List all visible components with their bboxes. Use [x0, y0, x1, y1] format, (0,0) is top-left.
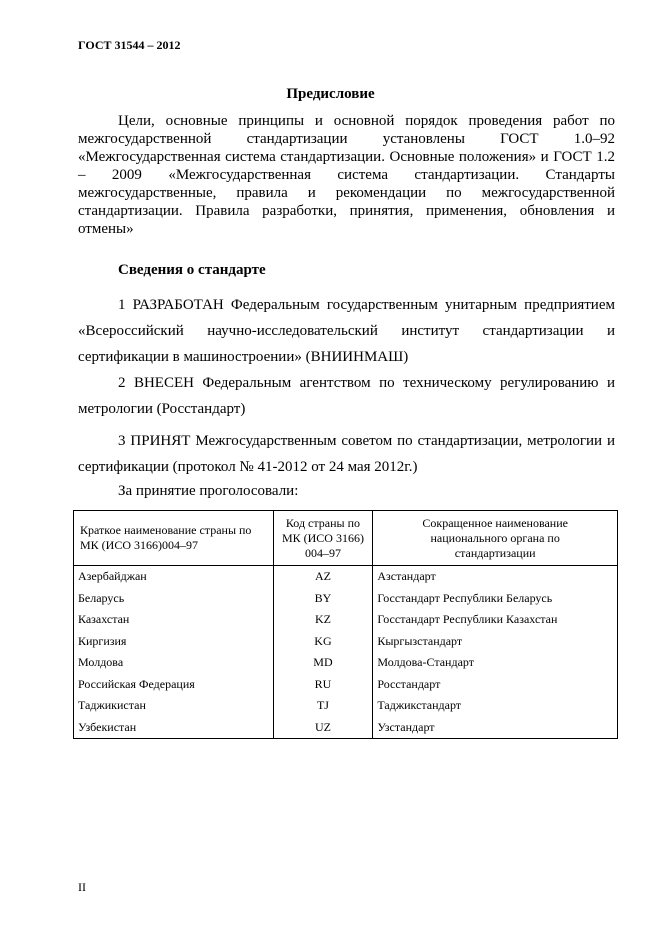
- country-code: UZ: [273, 717, 373, 739]
- country-name: Казахстан: [74, 609, 274, 631]
- table-row: [74, 588, 618, 610]
- national-body: Узстандарт: [373, 717, 618, 739]
- page-number: II: [78, 880, 86, 894]
- national-body: Молдова-Стандарт: [373, 652, 618, 674]
- info-item-introduced: 2 ВНЕСЕН Федеральным агентством по техническому регулированию и метрологии (Росстандарт): [78, 375, 615, 417]
- table-header-row: [74, 511, 618, 566]
- country-code: BY: [273, 588, 373, 610]
- header-national-body: Сокращенное наименование национального органа по стандартизации: [373, 511, 618, 566]
- table-row: [74, 652, 618, 674]
- document-code: ГОСТ 31544 – 2012: [78, 38, 181, 52]
- table-row: [74, 631, 618, 653]
- national-body: Таджикстандарт: [373, 695, 618, 717]
- country-code: AZ: [273, 566, 373, 588]
- info-item-adopted: 3 ПРИНЯТ Межгосударственным советом по стандартизации, метрологии и сертификации (протокол № 41-2012 от 24 мая 2012г.): [78, 433, 615, 475]
- header-country-name: Краткое наименование страны по МК (ИСО 3166)004–97: [74, 511, 274, 566]
- header-country-code: Код страны по МК (ИСО 3166) 004–97: [273, 511, 373, 566]
- table-row: [74, 674, 618, 696]
- country-code: MD: [273, 652, 373, 674]
- table-row: [74, 609, 618, 631]
- country-name: Киргизия: [74, 631, 274, 653]
- country-code: KZ: [273, 609, 373, 631]
- country-name: Таджикистан: [74, 695, 274, 717]
- country-name: Беларусь: [74, 588, 274, 610]
- table-row: [74, 717, 618, 739]
- table-row: [74, 566, 618, 588]
- standard-info-heading: Сведения о стандарте: [118, 262, 266, 278]
- table-row: [74, 695, 618, 717]
- info-item-developed: 1 РАЗРАБОТАН Федеральным государственным унитарным предприятием «Всероссийский научно-исследовательский институт стандартизации и сертификации в машиностроении» (ВНИИНМАШ): [78, 297, 615, 365]
- voted-label: За принятие проголосовали:: [118, 483, 299, 499]
- country-code: RU: [273, 674, 373, 696]
- country-code: TJ: [273, 695, 373, 717]
- national-body: Госстандарт Республики Беларусь: [373, 588, 618, 610]
- country-name: Азербайджан: [74, 566, 274, 588]
- national-body: Азстандарт: [373, 566, 618, 588]
- country-name: Молдова: [74, 652, 274, 674]
- preface-text: Цели, основные принципы и основной порядок проведения работ по межгосударственной стандартизации установлены ГОСТ 1.0–92 «Межгосударственная система стандартизации. Основные положения» и ГОСТ 1.2 – 2009 «Межгосударственная система стандартизации. Стандарты межгосударственные, правила и рекомендации по межгосударственной стандартизации. Правила разработки, принятия, применения, обновления и отмены»: [78, 113, 615, 237]
- country-code: KG: [273, 631, 373, 653]
- national-body: Кыргызстандарт: [373, 631, 618, 653]
- national-body: Госстандарт Республики Казахстан: [373, 609, 618, 631]
- preface-title: Предисловие: [286, 86, 375, 102]
- country-name: Узбекистан: [74, 717, 274, 739]
- country-name: Российская Федерация: [74, 674, 274, 696]
- national-body: Росстандарт: [373, 674, 618, 696]
- voting-countries-table: [73, 510, 618, 739]
